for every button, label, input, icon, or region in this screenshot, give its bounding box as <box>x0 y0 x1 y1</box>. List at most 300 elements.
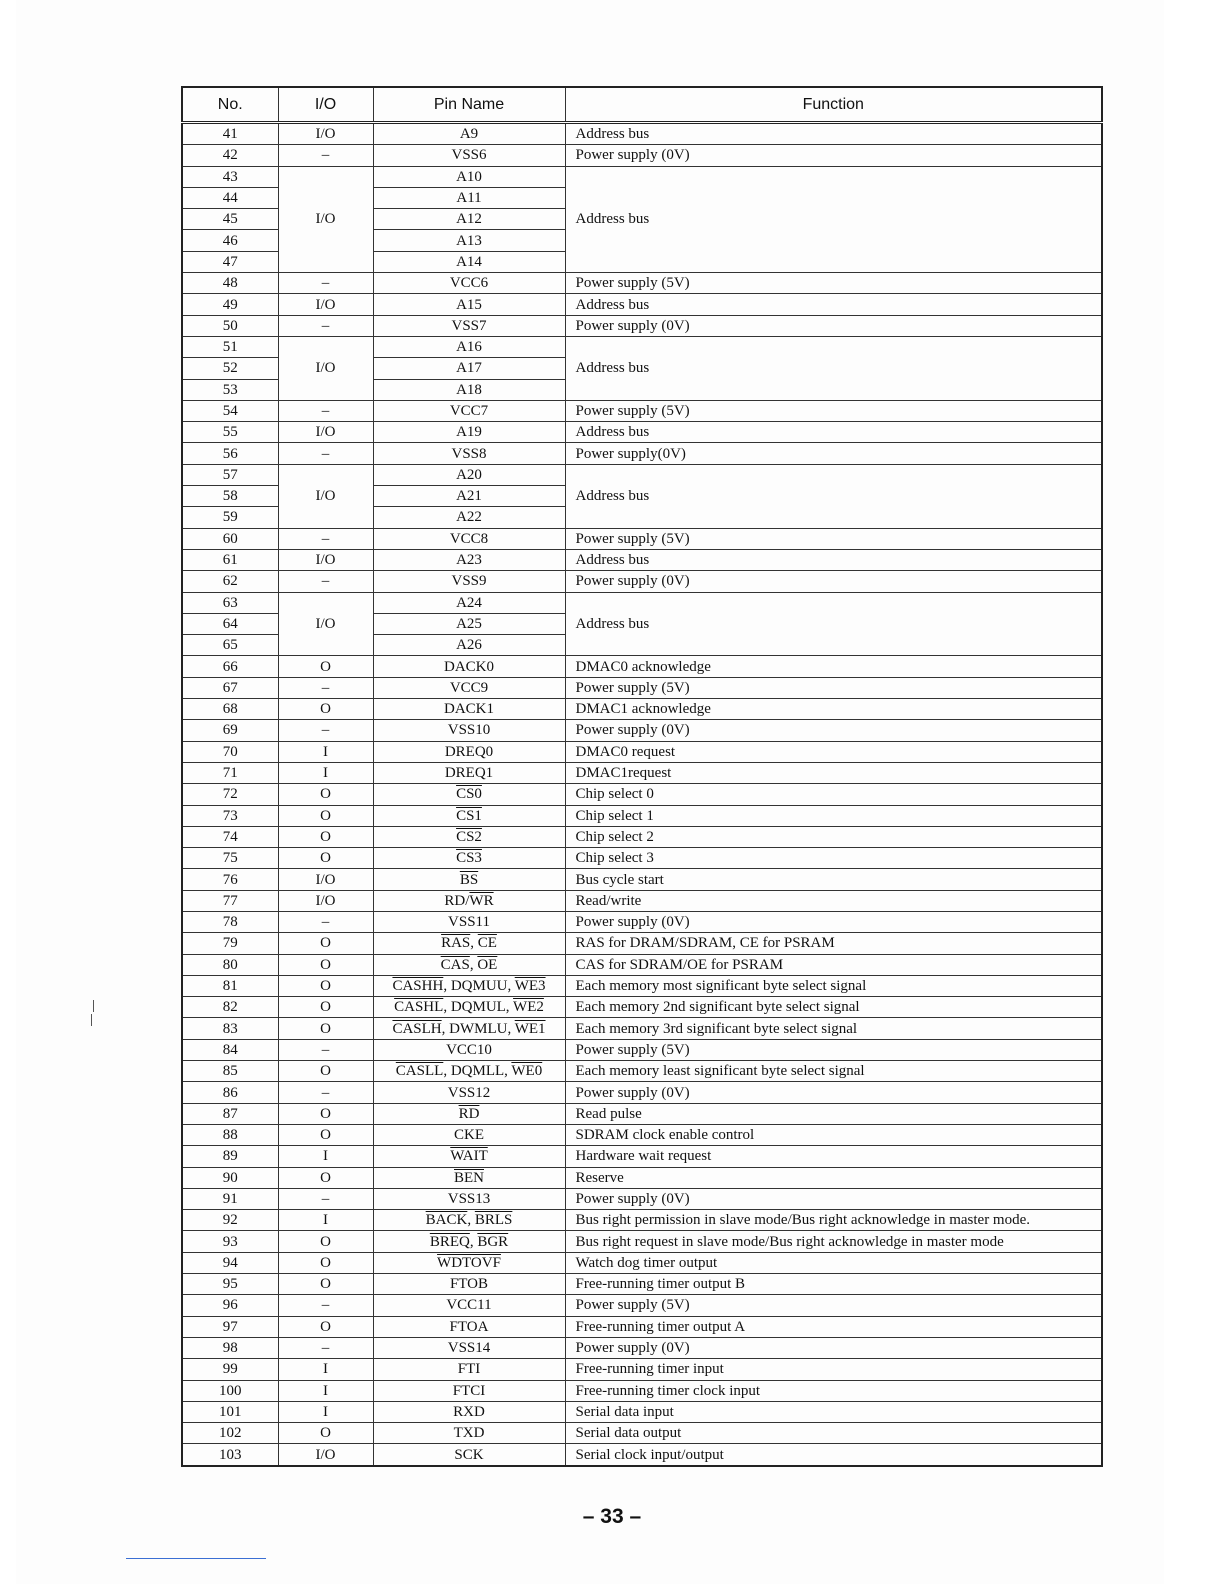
pin-number-cell: 60 <box>182 528 278 549</box>
table-row <box>182 443 1102 464</box>
function-description-cell: Power supply (5V) <box>565 677 1102 698</box>
pin-number-cell: 102 <box>182 1423 278 1444</box>
active-low-signal-name: CASHH <box>392 978 444 995</box>
table-row <box>182 273 1102 294</box>
pin-name-cell <box>373 1103 565 1124</box>
function-description-cell: CAS for SDRAM/OE for PSRAM <box>565 954 1102 975</box>
pin-number-cell: 43 <box>182 166 278 187</box>
table-row <box>182 1401 1102 1422</box>
function-description-cell: Power supply (0V) <box>565 720 1102 741</box>
active-low-signal-name: CS0 <box>456 786 482 803</box>
table-row <box>182 1295 1102 1316</box>
active-low-signal-name: WE0 <box>511 1063 543 1080</box>
function-description-cell: Address bus <box>565 422 1102 443</box>
io-direction-cell: O <box>278 784 373 805</box>
table-header-row <box>182 87 1102 123</box>
active-low-signal-name: CS3 <box>456 850 482 867</box>
function-description-cell: Serial clock input/output <box>565 1444 1102 1466</box>
table-row <box>182 954 1102 975</box>
function-description-cell: Bus cycle start <box>565 869 1102 890</box>
header-function: Function <box>565 87 1102 123</box>
function-description-cell: Power supply (0V) <box>565 911 1102 932</box>
pin-number-cell: 69 <box>182 720 278 741</box>
scan-edge-line <box>126 1558 266 1559</box>
active-low-signal-name: WAIT <box>450 1148 488 1165</box>
pin-number-cell: 45 <box>182 209 278 230</box>
function-description-cell: Power supply(0V) <box>565 443 1102 464</box>
pin-name-cell <box>373 1231 565 1252</box>
io-direction-cell: O <box>278 1124 373 1145</box>
pin-name-cell <box>373 997 565 1018</box>
pin-number-cell: 79 <box>182 933 278 954</box>
io-direction-cell: O <box>278 805 373 826</box>
table-row <box>182 869 1102 890</box>
pin-number-cell: 85 <box>182 1061 278 1082</box>
pin-name-cell: CKE <box>373 1124 565 1145</box>
function-description-cell: DMAC0 request <box>565 741 1102 762</box>
pin-number-cell: 53 <box>182 379 278 400</box>
io-direction-cell: I <box>278 1210 373 1231</box>
table-row <box>182 1231 1102 1252</box>
pin-name-cell <box>373 869 565 890</box>
pin-name-cell: A15 <box>373 294 565 315</box>
signal-name-text: RD/ <box>444 892 470 909</box>
pin-name-cell: VCC9 <box>373 677 565 698</box>
pin-name-cell <box>373 933 565 954</box>
pin-number-cell: 84 <box>182 1039 278 1060</box>
function-description-cell: Watch dog timer output <box>565 1252 1102 1273</box>
pin-number-cell: 67 <box>182 677 278 698</box>
table-row <box>182 336 1102 357</box>
active-low-signal-name: $\overline{BS}$ <box>459 871 479 888</box>
io-direction-cell: O <box>278 826 373 847</box>
table-row <box>182 571 1102 592</box>
function-description-cell: Address bus <box>565 592 1102 656</box>
pin-number-cell: 42 <box>182 145 278 166</box>
io-direction-cell: I/O <box>278 464 373 528</box>
pin-name-cell: VSS6 <box>373 145 565 166</box>
function-description-cell: Power supply (0V) <box>565 145 1102 166</box>
function-description-cell: Chip select 0 <box>565 784 1102 805</box>
active-low-signal-name: CS1 <box>456 807 482 824</box>
pin-number-cell: 75 <box>182 848 278 869</box>
pin-number-cell: 81 <box>182 975 278 996</box>
io-direction-cell: O <box>278 1231 373 1252</box>
pin-name-cell: VSS7 <box>373 315 565 336</box>
function-description-cell: Free-running timer input <box>565 1359 1102 1380</box>
active-low-signal-name: CASLH <box>392 1020 442 1037</box>
table-row <box>182 1146 1102 1167</box>
io-direction-cell: I/O <box>278 592 373 656</box>
pin-number-cell: 63 <box>182 592 278 613</box>
io-direction-cell: – <box>278 571 373 592</box>
active-low-signal-name: $\overline{OE}$ <box>477 956 498 973</box>
function-description-cell: Power supply (0V) <box>565 1188 1102 1209</box>
pin-name-cell: A18 <box>373 379 565 400</box>
pin-number-cell: 50 <box>182 315 278 336</box>
table-row <box>182 1018 1102 1039</box>
pin-number-cell: 58 <box>182 486 278 507</box>
pin-number-cell: 97 <box>182 1316 278 1337</box>
pin-number-cell: 51 <box>182 336 278 357</box>
table-row <box>182 1039 1102 1060</box>
function-description-cell: Bus right request in slave mode/Bus right acknowledge in master mode <box>565 1231 1102 1252</box>
pin-name-cell: TXD <box>373 1423 565 1444</box>
pin-number-cell: 76 <box>182 869 278 890</box>
pin-name-cell: A20 <box>373 464 565 485</box>
pin-name-cell: FTI <box>373 1359 565 1380</box>
table-row <box>182 975 1102 996</box>
pin-name-cell <box>373 1061 565 1082</box>
io-direction-cell: O <box>278 1274 373 1295</box>
function-description-cell: Power supply (0V) <box>565 1082 1102 1103</box>
pin-number-cell: 96 <box>182 1295 278 1316</box>
pin-name-cell: A9 <box>373 123 565 145</box>
io-direction-cell: O <box>278 1252 373 1273</box>
pin-name-cell: A14 <box>373 251 565 272</box>
function-description-cell: Address bus <box>565 549 1102 570</box>
io-direction-cell: – <box>278 315 373 336</box>
pin-name-cell: VSS8 <box>373 443 565 464</box>
io-direction-cell: – <box>278 400 373 421</box>
pin-number-cell: 98 <box>182 1337 278 1358</box>
table-row <box>182 422 1102 443</box>
table-row <box>182 1444 1102 1466</box>
io-direction-cell: O <box>278 1167 373 1188</box>
pin-name-cell <box>373 848 565 869</box>
table-row <box>182 656 1102 677</box>
pin-number-cell: 83 <box>182 1018 278 1039</box>
table-row <box>182 1103 1102 1124</box>
function-description-cell: Each memory 2nd significant byte select signal <box>565 997 1102 1018</box>
header-pin-name: Pin Name <box>373 87 565 123</box>
active-low-signal-name: $\overline{RAS}$ <box>441 935 471 952</box>
table-row <box>182 1124 1102 1145</box>
active-low-signal-name: CASLL <box>395 1063 444 1080</box>
pin-name-cell: VCC8 <box>373 528 565 549</box>
pin-name-cell: VSS14 <box>373 1337 565 1358</box>
table-row <box>182 784 1102 805</box>
active-low-signal-name: WDTOVF <box>437 1254 501 1271</box>
active-low-signal-name: $\overline{CE}$ <box>477 935 497 952</box>
header-no: No. <box>182 87 278 123</box>
table-row <box>182 848 1102 869</box>
function-description-cell: Chip select 3 <box>565 848 1102 869</box>
io-direction-cell: O <box>278 1423 373 1444</box>
pin-number-cell: 54 <box>182 400 278 421</box>
function-description-cell: Power supply (5V) <box>565 400 1102 421</box>
pin-name-cell <box>373 975 565 996</box>
pin-number-cell: 74 <box>182 826 278 847</box>
table-body <box>182 123 1102 1466</box>
pin-name-cell: DREQ1 <box>373 762 565 783</box>
pin-number-cell: 52 <box>182 358 278 379</box>
signal-name-text: , <box>469 1233 478 1250</box>
io-direction-cell: O <box>278 954 373 975</box>
signal-name-text: , <box>467 1212 475 1229</box>
pin-number-cell: 91 <box>182 1188 278 1209</box>
pin-number-cell: 41 <box>182 123 278 145</box>
pin-name-cell: VCC7 <box>373 400 565 421</box>
pin-name-cell: A11 <box>373 187 565 208</box>
active-low-signal-name: $\overline{CAS}$ <box>440 956 470 973</box>
pin-name-cell: DREQ0 <box>373 741 565 762</box>
pin-name-cell: VCC10 <box>373 1039 565 1060</box>
io-direction-cell: I/O <box>278 549 373 570</box>
pin-number-cell: 89 <box>182 1146 278 1167</box>
pin-name-cell <box>373 1210 565 1231</box>
io-direction-cell: I/O <box>278 422 373 443</box>
function-description-cell: Read pulse <box>565 1103 1102 1124</box>
io-direction-cell: – <box>278 1188 373 1209</box>
table-row <box>182 997 1102 1018</box>
io-direction-cell: I/O <box>278 869 373 890</box>
table-row <box>182 528 1102 549</box>
signal-name-text: , <box>470 935 478 952</box>
function-description-cell: Address bus <box>565 294 1102 315</box>
pin-name-cell: VSS13 <box>373 1188 565 1209</box>
table-row <box>182 1188 1102 1209</box>
table-row <box>182 123 1102 145</box>
function-description-cell: Power supply (0V) <box>565 1337 1102 1358</box>
function-description-cell: Chip select 1 <box>565 805 1102 826</box>
pin-name-cell: A23 <box>373 549 565 570</box>
io-direction-cell: O <box>278 1316 373 1337</box>
table-row <box>182 1380 1102 1401</box>
active-low-signal-name: WE1 <box>514 1020 546 1037</box>
function-description-cell: Hardware wait request <box>565 1146 1102 1167</box>
function-description-cell: DMAC0 acknowledge <box>565 656 1102 677</box>
function-description-cell: Power supply (0V) <box>565 571 1102 592</box>
pin-number-cell: 46 <box>182 230 278 251</box>
active-low-signal-name: WE2 <box>513 999 544 1016</box>
pin-name-cell <box>373 826 565 847</box>
pin-number-cell: 61 <box>182 549 278 570</box>
table-row <box>182 741 1102 762</box>
table-row <box>182 911 1102 932</box>
pin-number-cell: 71 <box>182 762 278 783</box>
pin-number-cell: 56 <box>182 443 278 464</box>
table-row <box>182 699 1102 720</box>
table-row <box>182 805 1102 826</box>
pin-name-cell <box>373 954 565 975</box>
io-direction-cell: – <box>278 273 373 294</box>
pin-number-cell: 94 <box>182 1252 278 1273</box>
table-row <box>182 677 1102 698</box>
pin-number-cell: 80 <box>182 954 278 975</box>
io-direction-cell: – <box>278 443 373 464</box>
io-direction-cell: – <box>278 145 373 166</box>
function-description-cell: Each memory most significant byte select signal <box>565 975 1102 996</box>
pin-name-cell: FTCI <box>373 1380 565 1401</box>
active-low-signal-name: $\overline{RD}$ <box>458 1105 480 1122</box>
pin-number-cell: 65 <box>182 635 278 656</box>
pin-number-cell: 87 <box>182 1103 278 1124</box>
table-row <box>182 1423 1102 1444</box>
function-description-cell: Power supply (0V) <box>565 315 1102 336</box>
pin-name-cell: DACK0 <box>373 656 565 677</box>
pin-number-cell: 64 <box>182 613 278 634</box>
active-low-signal-name: $\overline{WR}$ <box>469 892 494 909</box>
pin-number-cell: 48 <box>182 273 278 294</box>
active-low-signal-name: CS2 <box>456 828 482 845</box>
pin-number-cell: 73 <box>182 805 278 826</box>
scan-mark <box>91 1014 92 1026</box>
pin-name-cell: A25 <box>373 613 565 634</box>
io-direction-cell: I <box>278 762 373 783</box>
pin-name-cell: A22 <box>373 507 565 528</box>
io-direction-cell: – <box>278 720 373 741</box>
pin-number-cell: 72 <box>182 784 278 805</box>
pin-name-cell <box>373 1146 565 1167</box>
io-direction-cell: I <box>278 1380 373 1401</box>
pin-number-cell: 82 <box>182 997 278 1018</box>
io-direction-cell: – <box>278 1039 373 1060</box>
table-row <box>182 1210 1102 1231</box>
pin-name-cell: A19 <box>373 422 565 443</box>
pin-name-cell: VCC6 <box>373 273 565 294</box>
function-description-cell: Address bus <box>565 464 1102 528</box>
pin-number-cell: 78 <box>182 911 278 932</box>
pin-name-cell: A21 <box>373 486 565 507</box>
table-row <box>182 1359 1102 1380</box>
pin-function-table <box>181 86 1103 1467</box>
pin-name-cell: A13 <box>373 230 565 251</box>
function-description-cell: Power supply (5V) <box>565 528 1102 549</box>
table-row <box>182 762 1102 783</box>
table-row <box>182 933 1102 954</box>
io-direction-cell: – <box>278 1337 373 1358</box>
pin-name-cell: VSS9 <box>373 571 565 592</box>
io-direction-cell: I/O <box>278 294 373 315</box>
function-description-cell: Bus right permission in slave mode/Bus right acknowledge in master mode. <box>565 1210 1102 1231</box>
scan-mark <box>93 1000 94 1012</box>
pin-number-cell: 93 <box>182 1231 278 1252</box>
io-direction-cell: O <box>278 975 373 996</box>
io-direction-cell: O <box>278 1018 373 1039</box>
pin-number-cell: 68 <box>182 699 278 720</box>
table-row <box>182 720 1102 741</box>
function-description-cell: Free-running timer output B <box>565 1274 1102 1295</box>
function-description-cell: Read/write <box>565 890 1102 911</box>
io-direction-cell: I <box>278 741 373 762</box>
pin-name-cell <box>373 805 565 826</box>
function-description-cell: DMAC1 acknowledge <box>565 699 1102 720</box>
table-row <box>182 464 1102 485</box>
io-direction-cell: – <box>278 911 373 932</box>
io-direction-cell: O <box>278 656 373 677</box>
io-direction-cell: I/O <box>278 1444 373 1466</box>
pin-number-cell: 95 <box>182 1274 278 1295</box>
io-direction-cell: – <box>278 528 373 549</box>
pin-name-cell <box>373 890 565 911</box>
pin-number-cell: 62 <box>182 571 278 592</box>
table-row <box>182 400 1102 421</box>
io-direction-cell: O <box>278 1061 373 1082</box>
table-row <box>182 1082 1102 1103</box>
header-io: I/O <box>278 87 373 123</box>
table-row <box>182 294 1102 315</box>
table-row <box>182 592 1102 613</box>
pin-name-cell: FTOA <box>373 1316 565 1337</box>
table-row <box>182 890 1102 911</box>
pin-name-cell <box>373 784 565 805</box>
io-direction-cell: I/O <box>278 890 373 911</box>
io-direction-cell: I <box>278 1359 373 1380</box>
pin-number-cell: 49 <box>182 294 278 315</box>
table-row <box>182 1167 1102 1188</box>
pin-number-cell: 77 <box>182 890 278 911</box>
function-description-cell: SDRAM clock enable control <box>565 1124 1102 1145</box>
io-direction-cell: – <box>278 1295 373 1316</box>
function-description-cell: Free-running timer clock input <box>565 1380 1102 1401</box>
pin-number-cell: 101 <box>182 1401 278 1422</box>
pin-name-cell: A24 <box>373 592 565 613</box>
function-description-cell: Power supply (5V) <box>565 273 1102 294</box>
function-description-cell: Address bus <box>565 336 1102 400</box>
active-low-signal-name: WE3 <box>514 978 546 995</box>
pin-name-cell <box>373 1167 565 1188</box>
table-row <box>182 826 1102 847</box>
pin-name-cell: VSS12 <box>373 1082 565 1103</box>
active-low-signal-name: $\overline{BGR}$ <box>477 1233 509 1250</box>
function-description-cell: Power supply (5V) <box>565 1295 1102 1316</box>
table-row <box>182 1274 1102 1295</box>
pin-name-cell: A17 <box>373 358 565 379</box>
active-low-signal-name: BRLS <box>474 1212 513 1229</box>
pin-number-cell: 66 <box>182 656 278 677</box>
io-direction-cell: O <box>278 933 373 954</box>
pin-number-cell: 47 <box>182 251 278 272</box>
pin-number-cell: 88 <box>182 1124 278 1145</box>
pin-number-cell: 44 <box>182 187 278 208</box>
pin-name-cell: DACK1 <box>373 699 565 720</box>
function-description-cell: RAS for DRAM/SDRAM, CE for PSRAM <box>565 933 1102 954</box>
table-row <box>182 549 1102 570</box>
pin-number-cell: 92 <box>182 1210 278 1231</box>
pin-number-cell: 70 <box>182 741 278 762</box>
active-low-signal-name: BACK <box>425 1212 468 1229</box>
io-direction-cell: I/O <box>278 123 373 145</box>
pin-name-cell: A12 <box>373 209 565 230</box>
signal-name-text: , <box>469 956 478 973</box>
pin-name-cell: SCK <box>373 1444 565 1466</box>
signal-name-text: , DQMLL, <box>443 1063 512 1080</box>
pin-number-cell: 59 <box>182 507 278 528</box>
pin-name-cell: VSS11 <box>373 911 565 932</box>
pin-number-cell: 90 <box>182 1167 278 1188</box>
pin-name-cell <box>373 1252 565 1273</box>
function-description-cell: Each memory least significant byte select signal <box>565 1061 1102 1082</box>
io-direction-cell: I/O <box>278 166 373 272</box>
pin-number-cell: 55 <box>182 422 278 443</box>
function-description-cell: DMAC1request <box>565 762 1102 783</box>
io-direction-cell: I <box>278 1401 373 1422</box>
function-description-cell: Address bus <box>565 123 1102 145</box>
signal-name-text: , DWMLU, <box>441 1020 515 1037</box>
pin-name-cell: A16 <box>373 336 565 357</box>
io-direction-cell: I/O <box>278 336 373 400</box>
io-direction-cell: O <box>278 1103 373 1124</box>
table-row <box>182 1252 1102 1273</box>
function-description-cell: Address bus <box>565 166 1102 272</box>
pin-number-cell: 86 <box>182 1082 278 1103</box>
io-direction-cell: O <box>278 848 373 869</box>
table-row <box>182 1061 1102 1082</box>
pin-name-cell: VSS10 <box>373 720 565 741</box>
active-low-signal-name: CASHL <box>394 999 444 1016</box>
function-description-cell: Serial data input <box>565 1401 1102 1422</box>
